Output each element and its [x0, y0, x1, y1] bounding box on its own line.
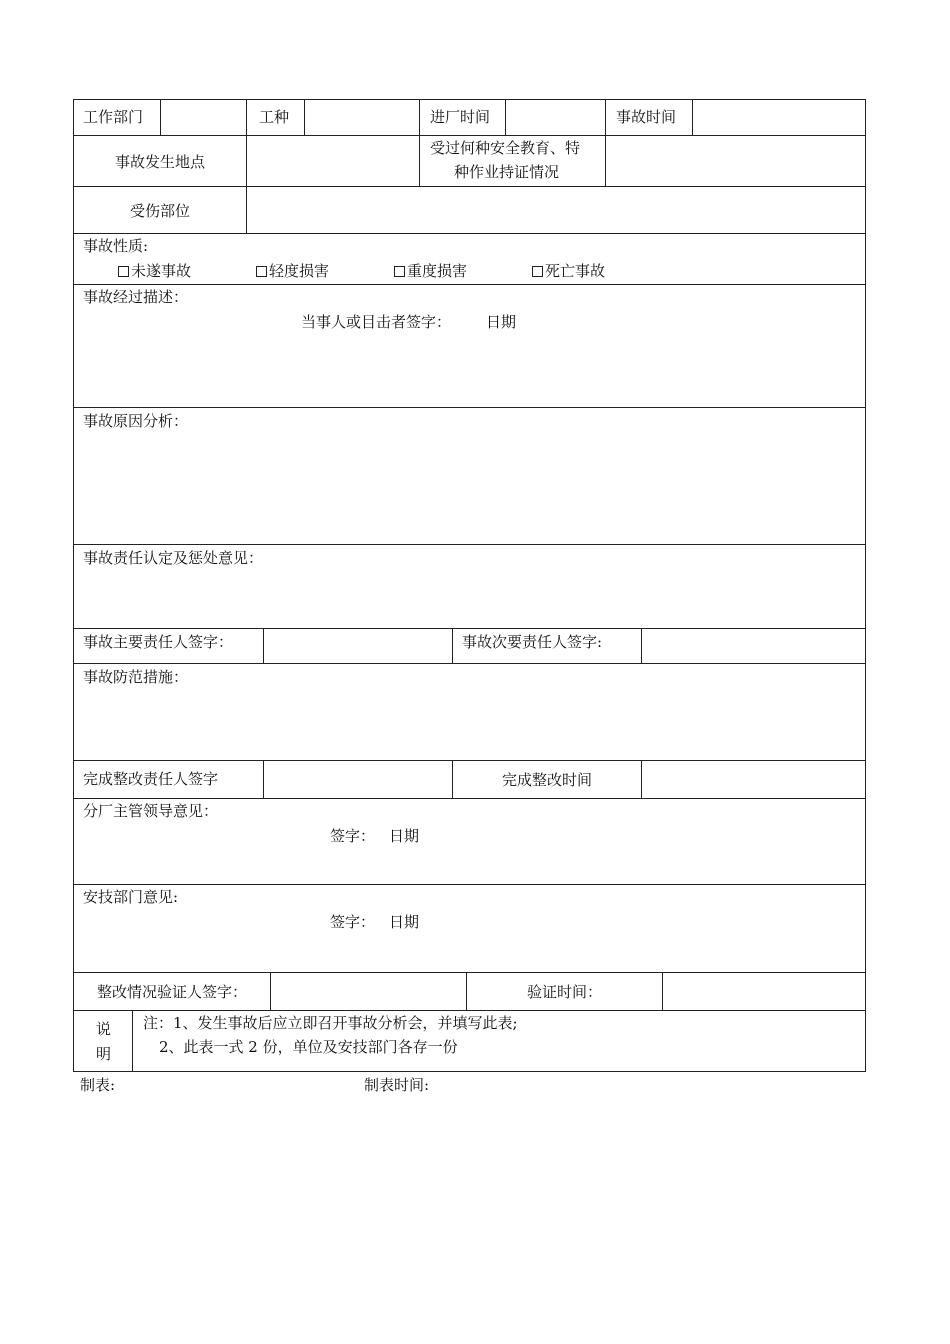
description-row[interactable]	[74, 285, 865, 408]
notes-title-line2: 明	[96, 1045, 112, 1063]
dept-label: 工作部门	[83, 108, 144, 126]
witness-date-label: 日期	[486, 313, 517, 331]
option-near-miss[interactable]	[118, 261, 191, 281]
injury-label-cell	[74, 187, 246, 233]
injury-field[interactable]	[246, 187, 865, 233]
dept-field[interactable]	[160, 100, 246, 135]
witness-sign-label: 当事人或目击者签字：	[301, 313, 452, 331]
entry-time-label-cell	[419, 100, 505, 135]
nature-label: 事故性质:	[83, 237, 149, 255]
checkbox-fatal[interactable]	[532, 266, 543, 277]
dept-label-cell	[74, 100, 160, 135]
branch-opinion-row[interactable]	[74, 799, 865, 885]
option-severe[interactable]	[394, 261, 467, 281]
basic-info-row	[74, 100, 865, 136]
safety-date-label: 日期	[389, 913, 420, 931]
made-time-label: 制表时间:	[364, 1076, 430, 1094]
accident-time-label: 事故时间	[616, 108, 677, 126]
option-near-miss-label: 未遂事故	[131, 262, 192, 280]
primary-signer-label: 事故主要责任人签字：	[83, 633, 234, 651]
option-minor-label: 轻度损害	[269, 262, 330, 280]
checkbox-severe[interactable]	[394, 266, 405, 277]
option-fatal-label: 死亡事故	[545, 262, 606, 280]
rectify-time-label-cell	[452, 761, 641, 798]
location-row	[74, 136, 865, 187]
secondary-signer-label-cell	[452, 629, 641, 663]
accident-report-form	[73, 99, 866, 1072]
rectify-time-label: 完成整改时间	[501, 771, 592, 789]
training-label-line1: 受过何种安全教育、特	[430, 139, 581, 157]
checkbox-minor[interactable]	[256, 266, 267, 277]
training-field[interactable]	[605, 136, 865, 186]
training-label-cell	[419, 136, 605, 186]
prevention-row[interactable]	[74, 664, 865, 761]
safety-opinion-row[interactable]	[74, 885, 865, 973]
prevention-label: 事故防范措施：	[83, 668, 189, 686]
primary-signer-field[interactable]	[263, 629, 452, 663]
safety-sign-label: 签字：	[330, 913, 376, 931]
branch-opinion-label: 分厂主管领导意见：	[83, 802, 219, 820]
notes-line2: 2、此表一式 2 份，单位及安技部门各存一份	[159, 1038, 458, 1056]
maker-label: 制表:	[80, 1076, 116, 1094]
verify-signer-label: 整改情况验证人签字：	[96, 983, 247, 1001]
verify-signer-field[interactable]	[270, 973, 466, 1010]
verify-signer-label-cell	[74, 973, 270, 1010]
responsibility-label: 事故责任认定及惩处意见：	[83, 549, 264, 567]
entry-time-label: 进厂时间	[430, 108, 491, 126]
injury-row	[74, 187, 865, 234]
rectify-owner-label: 完成整改责任人签字	[83, 770, 219, 788]
rectify-owner-field[interactable]	[263, 761, 452, 798]
notes-line1: 注：1、发生事故后应立即召开事故分析会，并填写此表;	[143, 1014, 518, 1032]
rectify-row	[74, 761, 865, 799]
option-severe-label: 重度损害	[407, 262, 468, 280]
safety-opinion-label: 安技部门意见:	[83, 888, 179, 906]
notes-content-cell	[132, 1011, 865, 1071]
option-minor[interactable]	[256, 261, 329, 281]
nature-row	[74, 234, 865, 285]
accident-time-label-cell	[605, 100, 692, 135]
description-label: 事故经过描述：	[83, 288, 189, 306]
cause-row[interactable]	[74, 408, 865, 545]
training-label-line2: 种作业持证情况	[454, 163, 560, 181]
verify-time-label-cell	[466, 973, 662, 1010]
job-label: 工种	[259, 108, 290, 126]
responsibility-row[interactable]	[74, 545, 865, 629]
verify-time-label: 验证时间：	[526, 983, 602, 1001]
notes-title-line1: 说	[96, 1020, 112, 1038]
job-label-cell	[246, 100, 304, 135]
checkbox-near-miss[interactable]	[118, 266, 129, 277]
injury-label: 受伤部位	[129, 201, 190, 220]
entry-time-field[interactable]	[505, 100, 605, 135]
secondary-signer-field[interactable]	[641, 629, 865, 663]
verify-row	[74, 973, 865, 1011]
option-fatal[interactable]	[532, 261, 605, 281]
primary-signer-label-cell	[74, 629, 263, 663]
signers-row	[74, 629, 865, 664]
verify-time-field[interactable]	[662, 973, 865, 1010]
rectify-owner-label-cell	[74, 761, 263, 798]
branch-sign-label: 签字：	[330, 827, 376, 845]
job-field[interactable]	[304, 100, 419, 135]
location-field[interactable]	[246, 136, 419, 186]
cause-label: 事故原因分析：	[83, 412, 189, 430]
notes-row	[74, 1011, 865, 1071]
rectify-time-field[interactable]	[641, 761, 865, 798]
branch-date-label: 日期	[389, 827, 420, 845]
accident-time-field[interactable]	[692, 100, 865, 135]
notes-title-cell	[74, 1011, 132, 1071]
location-label-cell	[74, 136, 246, 186]
secondary-signer-label: 事故次要责任人签字:	[462, 633, 603, 651]
location-label: 事故发生地点	[114, 152, 205, 171]
